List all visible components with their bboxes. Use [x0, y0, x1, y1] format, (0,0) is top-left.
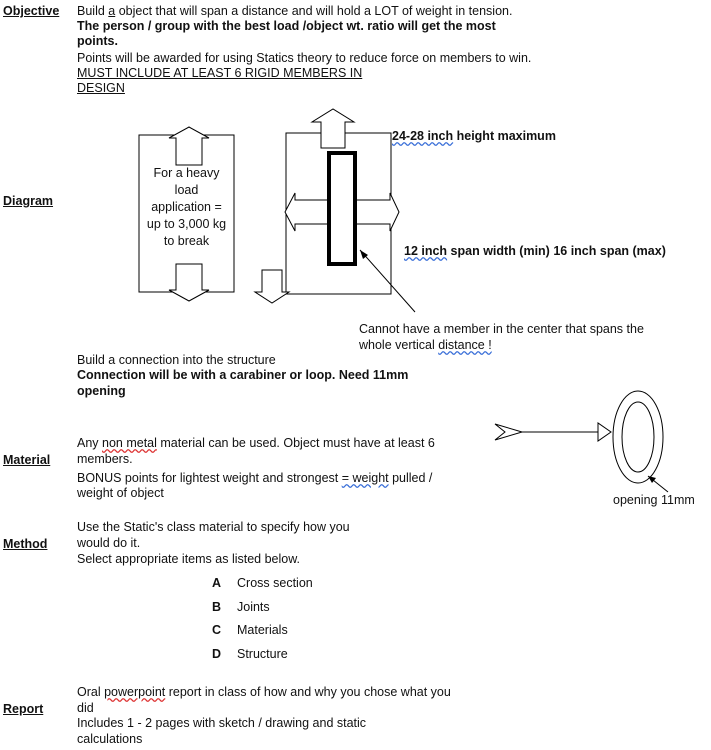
- structure-up-arrow-icon: [312, 109, 354, 148]
- material-line-1: Any non metal material can be used. Object must have at least 6: [77, 436, 435, 450]
- method-item-b: B Joints: [212, 600, 270, 614]
- objective-label: Objective: [3, 4, 60, 18]
- center-note-line: Cannot have a member in the center that spans the: [359, 322, 644, 336]
- heavy-load-text: [139, 165, 234, 250]
- diagram-label: Diagram: [3, 194, 54, 208]
- objective-line-6: DESIGN: [77, 81, 125, 95]
- connection-line-2: Connection will be with a carabiner or loop. Need 11mm: [77, 368, 409, 382]
- objective-line-5: MUST INCLUDE AT LEAST 6 RIGID MEMBERS IN: [77, 66, 363, 80]
- method-line-1: Use the Static's class material to specify how you: [77, 520, 350, 534]
- method-item-d: D Structure: [212, 647, 288, 661]
- objective-line-3: points.: [77, 34, 118, 48]
- center-pointer-line: [360, 250, 415, 312]
- material-line-4: weight of object: [77, 486, 164, 500]
- center-note-line: whole vertical distance !: [359, 338, 492, 352]
- connection-line-3: opening: [77, 384, 126, 398]
- loop-inner: [622, 402, 654, 472]
- material-line-3: BONUS points for lightest weight and strongest = weight pulled /: [77, 471, 433, 485]
- center-member: [329, 153, 355, 264]
- objective-line-2: The person / group with the best load /object wt. ratio will get the most: [77, 19, 496, 33]
- left-arrow-icon: [285, 193, 328, 231]
- structure-down-arrow-icon: [255, 270, 289, 303]
- objective-line-4: Points will be awarded for using Statics theory to reduce force on members to win.: [77, 51, 532, 65]
- height-max-annotation: 24-28 inch height maximum: [392, 129, 556, 143]
- report-line-1: Oral powerpoint report in class of how and why you chose what you: [77, 685, 451, 699]
- method-line-3: Select appropriate items as listed below.: [77, 552, 301, 566]
- material-label: Material: [3, 453, 51, 467]
- heavy-load-line: application =: [151, 200, 222, 214]
- opening-label: opening 11mm: [613, 493, 695, 507]
- method-line-2: would do it.: [77, 536, 141, 550]
- heavy-load-line: to break: [163, 234, 210, 248]
- up-arrow-icon: [169, 127, 209, 165]
- method-label: Method: [3, 537, 48, 551]
- center-note: [359, 321, 644, 353]
- heavy-load-line: For a heavy: [153, 166, 220, 180]
- down-arrow-icon: [169, 264, 209, 301]
- span-annotation: 12 inch span width (min) 16 inch span (max): [404, 244, 666, 258]
- method-item-c: C Materials: [212, 623, 288, 637]
- heavy-load-line: up to 3,000 kg: [146, 217, 227, 231]
- connection-line-1: Build a connection into the structure: [77, 353, 276, 367]
- heavy-load-line: load: [174, 183, 199, 197]
- report-label: Report: [3, 702, 44, 716]
- right-arrow-icon: [356, 193, 399, 231]
- method-item-a: A Cross section: [212, 576, 313, 590]
- report-line-4: calculations: [77, 732, 143, 746]
- report-line-3: Includes 1 - 2 pages with sketch / drawing and static: [77, 716, 367, 730]
- connection-arrow-icon: [495, 423, 611, 441]
- loop-outer: [613, 391, 663, 483]
- objective-line-1: Build a object that will span a distance and will hold a LOT of weight in tension.: [77, 4, 513, 18]
- material-line-2: members.: [77, 452, 133, 466]
- report-line-2: did: [77, 701, 94, 715]
